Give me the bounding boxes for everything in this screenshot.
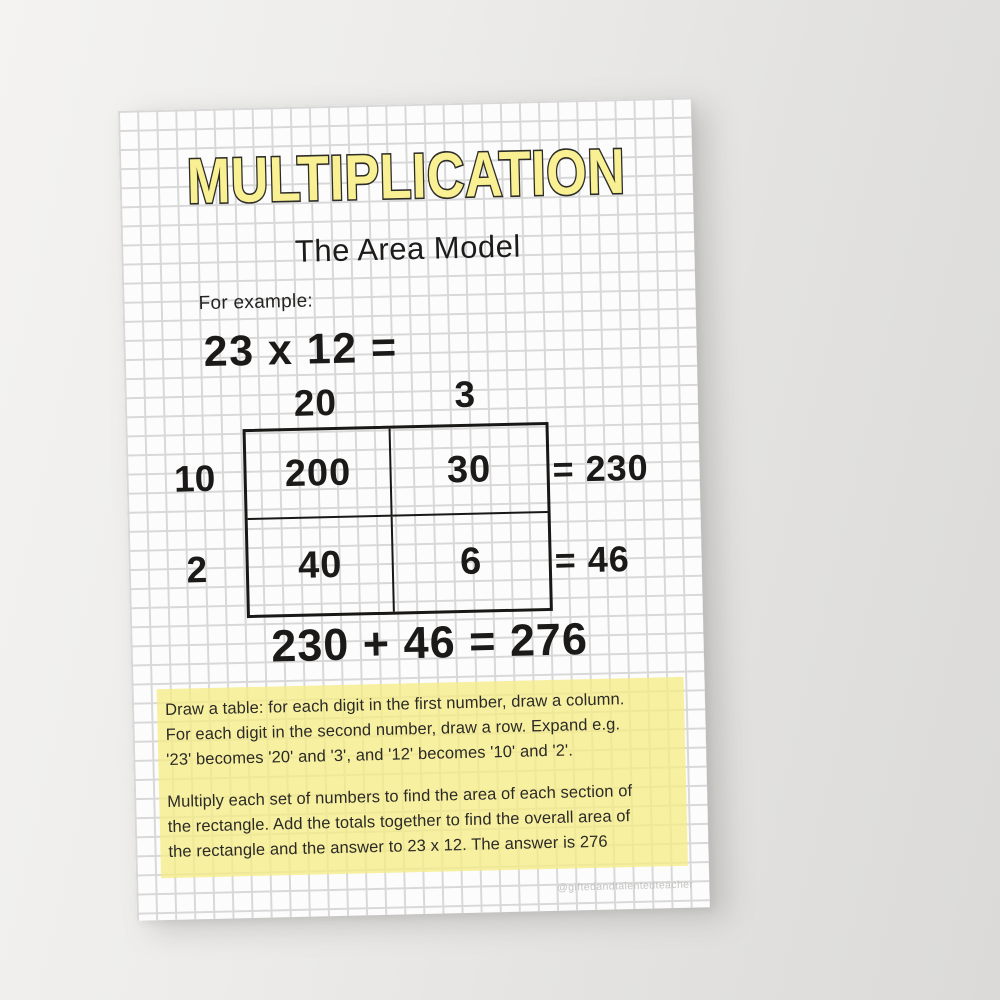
table-cell: 30 xyxy=(391,425,548,517)
table-cell: 40 xyxy=(248,517,395,615)
final-equation: 230 + 46 = 276 xyxy=(270,613,589,672)
poster-title: MULTIPLICATION xyxy=(186,136,627,218)
table-cell: 200 xyxy=(246,429,393,520)
area-model-column-header: 3 xyxy=(453,373,477,416)
table-cell: 6 xyxy=(459,540,483,584)
instructions-paragraph: Draw a table: for each digit in the first number, draw a column. For each digit in the second number, draw a row. Expand e.g. '23' becomes '20' and '3', and '12' becomes '10' and '2'. xyxy=(164,690,625,770)
row-total: = 230 xyxy=(552,446,650,490)
area-model-table xyxy=(243,422,553,618)
area-model-row-header: 2 xyxy=(186,549,208,591)
instructions-paragraph: Multiply each set of numbers to find the area of each section of the rectangle. Add the totals together to find the overall area of the rectangle and the answer to 23 x 12. The answer is 276 xyxy=(167,782,633,862)
area-model-row-header: 10 xyxy=(173,457,216,500)
poster-paper xyxy=(118,98,710,921)
instructions-highlight xyxy=(157,677,688,878)
problem-equation: 23 x 12 = xyxy=(203,323,399,377)
area-model-column-header: 20 xyxy=(293,381,338,424)
watermark-credit: @giftedandtalentedteacher xyxy=(557,878,694,894)
example-label: For example: xyxy=(198,290,314,315)
poster-subtitle: The Area Model xyxy=(294,228,522,269)
row-total: = 46 xyxy=(554,538,631,581)
